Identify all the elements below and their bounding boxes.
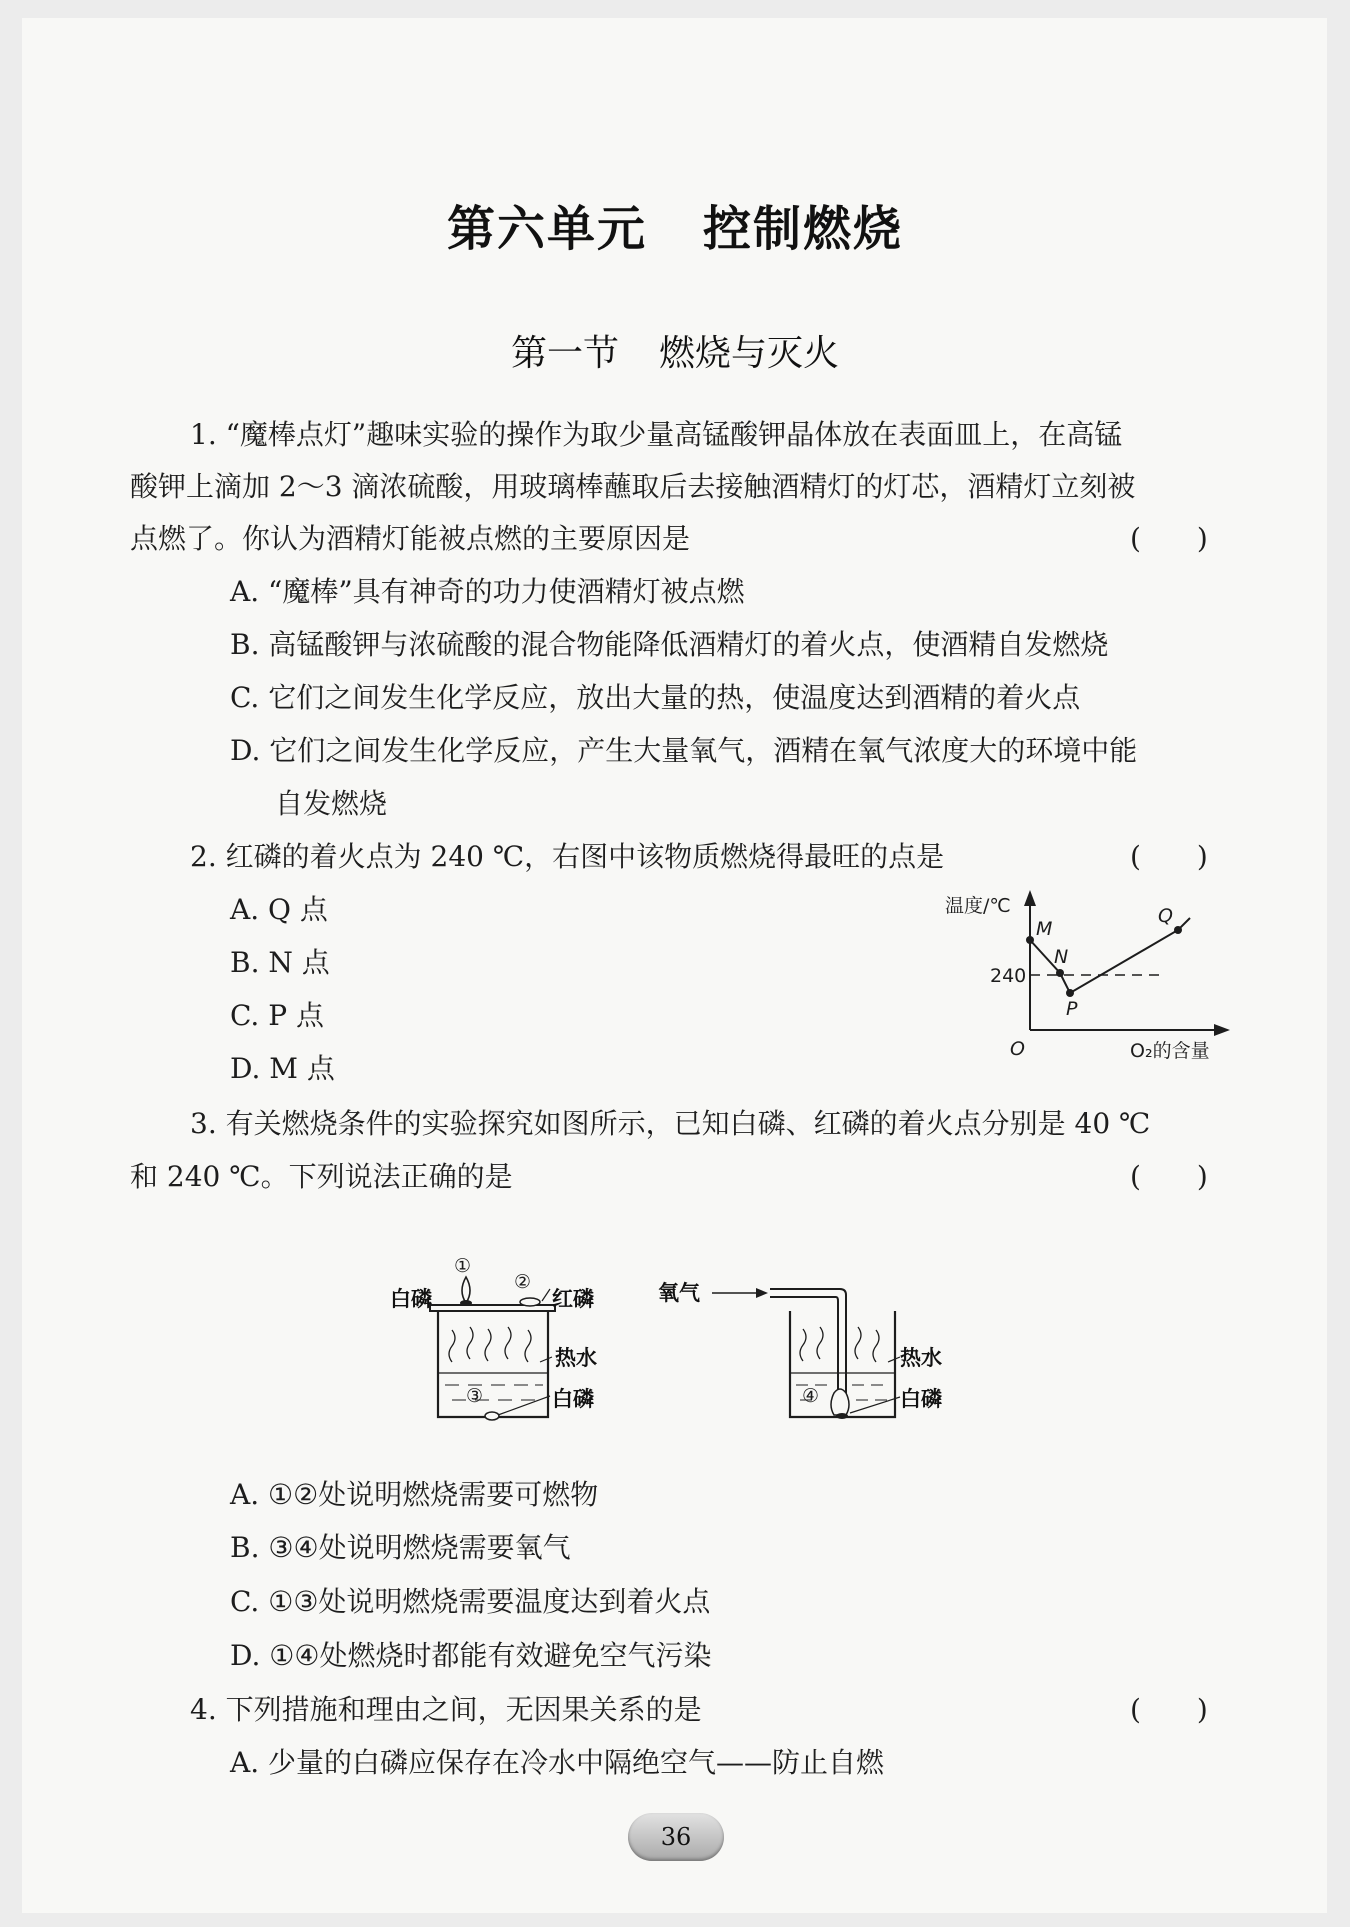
q1-option-a[interactable]: A. “魔棒”具有神奇的功力使酒精灯被点燃 — [230, 575, 745, 608]
q2-option-a[interactable]: A. Q 点 — [230, 893, 328, 926]
marker-3: ③ — [466, 1385, 484, 1407]
q1-line2: 酸钾上滴加 2～3 滴浓硫酸，用玻璃棒蘸取后去接触酒精灯的灯芯，酒精灯立刻被 — [130, 470, 1136, 503]
q2-stem: 2. 红磷的着火点为 240 ℃，右图中该物质燃烧得最旺的点是 — [190, 840, 945, 873]
beaker-1-glass — [438, 1311, 548, 1417]
point-q — [1174, 926, 1182, 934]
beaker-2 — [658, 1281, 942, 1419]
flame-icon — [462, 1277, 470, 1303]
water-dashes-1 — [445, 1385, 543, 1400]
white-p-1-leader — [498, 1396, 550, 1415]
label-n: N — [1054, 946, 1069, 968]
unit-title — [0, 190, 1350, 259]
marker-4: ④ — [802, 1385, 820, 1407]
page-number: 36 — [628, 1813, 724, 1861]
q1-option-b[interactable]: B. 高锰酸钾与浓硫酸的混合物能降低酒精灯的着火点，使酒精自发燃烧 — [230, 628, 1109, 661]
y-axis-arrow-icon — [1024, 890, 1036, 906]
point-n — [1056, 969, 1064, 977]
q3-line2: 和 240 ℃。下列说法正确的是 — [130, 1160, 513, 1193]
steam-1 — [449, 1327, 531, 1362]
q3-option-b[interactable]: B. ③④处说明燃烧需要氧气 — [230, 1531, 571, 1564]
oxygen-arrow-icon — [756, 1288, 768, 1298]
hot-water-1-leader — [540, 1357, 552, 1362]
label-hot-water-2: 热水 — [900, 1346, 942, 1370]
label-red-p: 红磷 — [552, 1287, 594, 1311]
unit-title-number: 第六单元 — [446, 201, 647, 257]
submerged-white-p-1 — [485, 1412, 499, 1420]
q1-answer-blank[interactable]: ( ) — [1130, 522, 1208, 555]
x-axis-arrow-icon — [1214, 1024, 1230, 1036]
q3-experiment-figure — [390, 1245, 960, 1435]
q1-line1: 1. “魔棒点灯”趣味实验的操作为取少量高锰酸钾晶体放在表面皿上，在高锰 — [190, 418, 1123, 451]
submerged-white-p-2 — [836, 1413, 848, 1419]
marker-1: ① — [454, 1255, 472, 1277]
marker-2: ② — [514, 1271, 532, 1293]
q1-option-c[interactable]: C. 它们之间发生化学反应，放出大量的热，使温度达到酒精的着火点 — [230, 681, 1081, 714]
white-p-top — [460, 1300, 472, 1306]
q2-answer-blank[interactable]: ( ) — [1130, 840, 1208, 873]
point-p — [1066, 989, 1074, 997]
q3-line1: 3. 有关燃烧条件的实验探究如图所示，已知白磷、红磷的着火点分别是 40 ℃ — [190, 1107, 1151, 1140]
white-p-2-leader — [850, 1397, 900, 1413]
label-white-p-bottom-2: 白磷 — [900, 1387, 942, 1411]
label-m: M — [1036, 918, 1053, 940]
label-hot-water-1: 热水 — [555, 1346, 597, 1370]
unit-title-topic: 控制燃烧 — [703, 201, 904, 257]
x-axis-label: O₂的含量 — [1130, 1040, 1210, 1062]
q1-option-d[interactable]: D. 它们之间发生化学反应，产生大量氧气，酒精在氧气浓度大的环境中能 — [230, 734, 1138, 767]
label-white-p-bottom-1: 白磷 — [552, 1387, 594, 1411]
section-title-topic: 燃烧与灭火 — [659, 333, 840, 374]
section-title-number: 第一节 — [510, 333, 619, 374]
q3-answer-blank[interactable]: ( ) — [1130, 1160, 1208, 1193]
q3-option-d[interactable]: D. ①④处燃烧时都能有效避免空气污染 — [230, 1639, 712, 1672]
q2-option-d[interactable]: D. M 点 — [230, 1052, 335, 1085]
origin-label: O — [1010, 1038, 1025, 1060]
threshold-label: 240 — [990, 965, 1027, 987]
q4-answer-blank[interactable]: ( ) — [1130, 1693, 1208, 1726]
q2-temperature-graph — [930, 885, 1240, 1075]
red-p-pile — [520, 1298, 540, 1306]
q4-option-a[interactable]: A. 少量的白磷应保存在冷水中隔绝空气——防止自燃 — [230, 1746, 885, 1779]
label-q: Q — [1158, 905, 1173, 927]
label-oxygen: 氧气 — [658, 1281, 700, 1305]
q1-line3: 点燃了。你认为酒精灯能被点燃的主要原因是 — [130, 522, 691, 555]
underwater-flame-icon — [831, 1389, 849, 1415]
q2-option-c[interactable]: C. P 点 — [230, 999, 324, 1032]
label-p: P — [1066, 998, 1078, 1020]
steam-2 — [800, 1327, 879, 1362]
q1-option-d-continuation: 自发燃烧 — [275, 787, 388, 820]
point-m — [1026, 936, 1034, 944]
red-p-leader — [542, 1289, 550, 1301]
q2-option-b[interactable]: B. N 点 — [230, 946, 330, 979]
label-white-p-top: 白磷 — [390, 1287, 432, 1311]
q4-stem: 4. 下列措施和理由之间，无因果关系的是 — [190, 1693, 702, 1726]
y-axis-label: 温度/℃ — [945, 895, 1011, 917]
q3-option-c[interactable]: C. ①③处说明燃烧需要温度达到着火点 — [230, 1585, 711, 1618]
beaker-1 — [390, 1255, 597, 1420]
q3-option-a[interactable]: A. ①②处说明燃烧需要可燃物 — [230, 1478, 599, 1511]
section-title — [0, 325, 1350, 376]
